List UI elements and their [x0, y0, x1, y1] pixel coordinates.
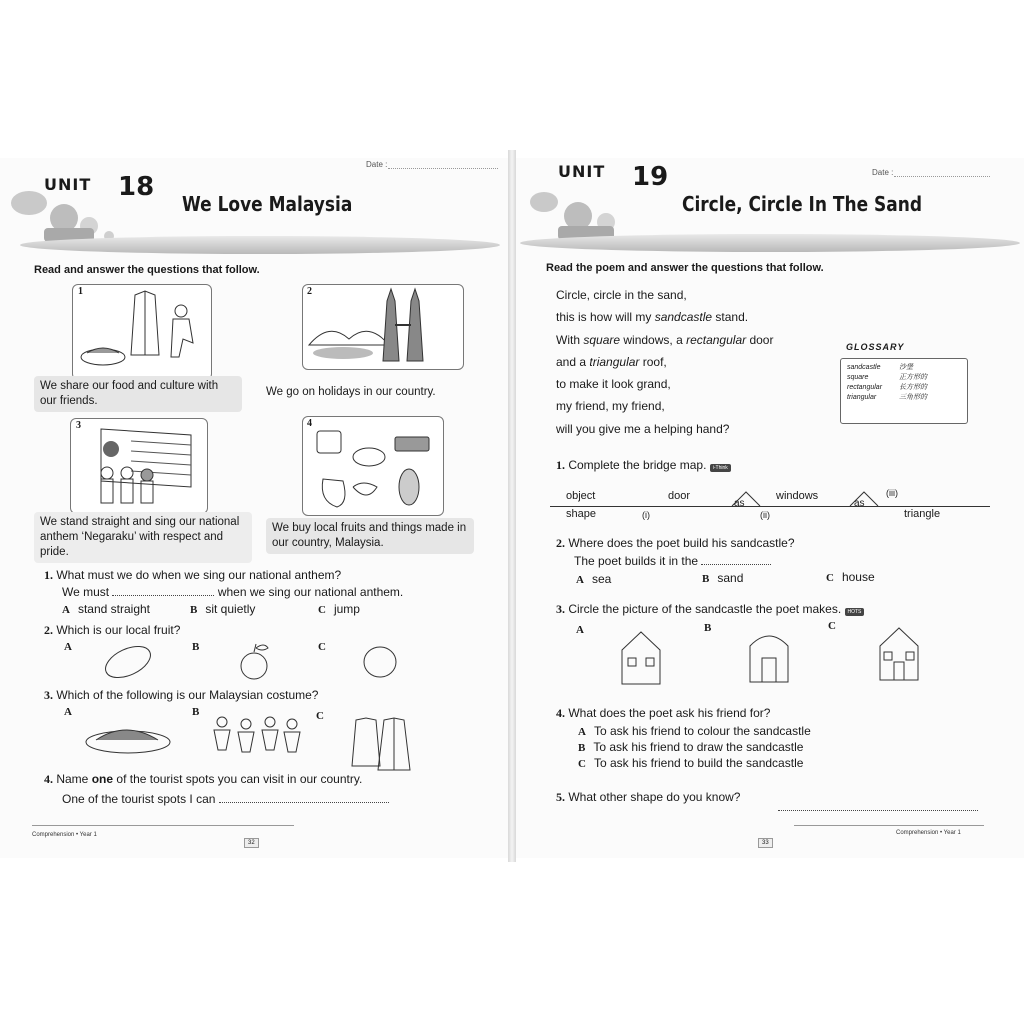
- poem-keyword: square: [583, 332, 621, 347]
- glossary-row: [847, 373, 961, 383]
- option-letter: C: [826, 572, 834, 584]
- question-3-option-a[interactable]: A: [576, 624, 584, 636]
- date-label: Date :: [366, 160, 388, 169]
- poem-text: this is how will my: [556, 310, 655, 325]
- left-page: [0, 158, 508, 858]
- question-4: [556, 706, 770, 721]
- question-1-line-end: when we sing our national anthem.: [217, 585, 404, 599]
- bridge-map: [550, 488, 980, 528]
- question-4-answer-blank[interactable]: [219, 802, 389, 803]
- bridge-top-2: door: [668, 490, 691, 502]
- caption-3: We stand straight and sing our national anthem ‘Negaraku’ with respect and pride.: [34, 512, 252, 563]
- option-text: house: [841, 570, 875, 584]
- bridge-blank-i[interactable]: (i): [642, 510, 650, 520]
- option-letter: B: [190, 604, 198, 616]
- question-3-text: Which of the following is our Malaysian costume?: [56, 688, 319, 702]
- picture-box-3: [70, 418, 208, 514]
- question-4-number: 4.: [556, 706, 565, 720]
- unit-label: UNIT: [558, 162, 606, 181]
- date-label: Date :: [872, 168, 894, 177]
- option-text: sea: [591, 572, 612, 586]
- question-4-option-a[interactable]: [578, 724, 811, 738]
- question-3-number: 3.: [44, 688, 53, 702]
- question-1-option-b[interactable]: [190, 602, 255, 616]
- question-2-text: Which is our local fruit?: [56, 623, 181, 637]
- question-2-option-b[interactable]: B: [192, 641, 200, 653]
- poem-line-3: [556, 329, 773, 351]
- twin-towers-illustration: [303, 285, 463, 369]
- food-culture-illustration: [73, 285, 211, 379]
- option-text: To ask his friend to build the sandcastle: [593, 756, 804, 770]
- box-number-3: 3: [76, 420, 81, 431]
- question-4-emphasis: one: [91, 772, 114, 786]
- glossary-translation: 三角形的: [899, 394, 927, 401]
- option-text: sand: [717, 571, 744, 585]
- question-5-text: What other shape do you know?: [568, 790, 741, 804]
- glossary-term: rectangular: [847, 384, 883, 391]
- glossary-translation: 正方形的: [899, 374, 927, 381]
- header-swoosh: [20, 236, 500, 254]
- caption-2: We go on holidays in our country.: [266, 386, 436, 398]
- poem-text: roof,: [639, 354, 667, 369]
- question-1-answer-blank[interactable]: [112, 595, 214, 596]
- glossary-term: triangular: [847, 394, 877, 401]
- hots-badge: HOTS: [845, 608, 865, 616]
- date-field[interactable]: [388, 168, 498, 169]
- question-2-option-a[interactable]: [576, 572, 611, 586]
- footer-text: Comprehension • Year 1: [32, 832, 97, 838]
- box-number-2: 2: [307, 286, 312, 297]
- page-number: 32: [244, 838, 259, 848]
- question-1-number: 1.: [556, 458, 565, 472]
- poem-text: stand.: [712, 310, 749, 325]
- apple-picture[interactable]: [236, 640, 276, 684]
- question-4-option-c[interactable]: [578, 756, 803, 770]
- i-think-badge: i-Think: [710, 464, 731, 472]
- question-2-option-c[interactable]: [826, 570, 875, 584]
- question-1: [44, 568, 341, 583]
- question-2-option-b[interactable]: [702, 571, 743, 585]
- flag-anthem-illustration: [71, 419, 207, 513]
- unit-number: 19: [632, 162, 669, 192]
- poem: [556, 284, 773, 440]
- glossary-box: [840, 358, 968, 424]
- picture-box-1: [72, 284, 212, 380]
- date-field[interactable]: [894, 176, 990, 177]
- option-text: To ask his friend to draw the sandcastle: [593, 740, 804, 754]
- option-letter: A: [62, 604, 70, 616]
- question-3: [44, 688, 318, 703]
- question-3-text: Circle the picture of the sandcastle the poet makes.: [568, 602, 842, 616]
- question-2-number: 2.: [44, 623, 53, 637]
- question-3-option-c[interactable]: C: [828, 620, 836, 632]
- question-2-text: Where does the poet build his sandcastle?: [568, 536, 795, 550]
- page-number: 33: [758, 838, 773, 848]
- poem-line-2: [556, 306, 773, 328]
- bridge-blank-ii[interactable]: (ii): [760, 510, 770, 520]
- malaysian-costume-picture[interactable]: [350, 716, 416, 776]
- unit-number: 18: [118, 172, 155, 202]
- question-1-number: 1.: [44, 568, 53, 582]
- option-letter: B: [578, 742, 586, 754]
- poem-text: door: [746, 332, 774, 347]
- question-1-text: Complete the bridge map.: [568, 458, 707, 472]
- box-number-1: 1: [78, 286, 83, 297]
- option-letter: C: [578, 758, 586, 770]
- question-1-option-c[interactable]: [318, 602, 360, 616]
- bridge-arches: [550, 488, 990, 508]
- question-4-number: 4.: [44, 772, 53, 786]
- footer-rule: [32, 825, 294, 826]
- header-swoosh: [520, 234, 1020, 252]
- option-text: jump: [333, 602, 360, 616]
- glossary-title: GLOSSARY: [846, 342, 905, 352]
- question-3-number: 3.: [556, 602, 565, 616]
- bridge-as-1: as: [734, 498, 745, 509]
- question-4-answer-line: [62, 792, 389, 806]
- right-page: [516, 158, 1024, 858]
- question-4-answer-prefix: One of the tourist spots I can: [62, 792, 216, 806]
- orange-picture[interactable]: [360, 642, 400, 682]
- traditional-dance-picture[interactable]: [208, 710, 304, 760]
- poem-keyword: sandcastle: [654, 310, 713, 325]
- caption-1: We share our food and culture with our friends.: [34, 376, 242, 412]
- question-3-option-c[interactable]: C: [316, 710, 324, 722]
- option-letter: A: [576, 574, 584, 586]
- option-letter: C: [318, 604, 326, 616]
- bridge-as-2: as: [854, 498, 865, 509]
- glossary-row: [847, 383, 961, 393]
- poem-line-7: will you give me a helping hand?: [556, 421, 730, 436]
- option-text: To ask his friend to colour the sandcastle: [593, 724, 811, 738]
- page-title: We Love Malaysia: [182, 192, 353, 216]
- glossary-term: sandcastle: [847, 364, 881, 371]
- question-3-option-b[interactable]: B: [704, 622, 712, 634]
- sandcastle-c-picture[interactable]: [874, 624, 924, 686]
- instruction: Read and answer the questions that follow.: [34, 264, 260, 276]
- bridge-bottom-4: triangle: [904, 508, 941, 520]
- question-3-option-a[interactable]: A: [64, 706, 72, 718]
- picture-box-4: [302, 416, 444, 516]
- bridge-bottom-1: shape: [566, 508, 596, 520]
- question-1-option-a[interactable]: [62, 602, 150, 616]
- question-4-option-b[interactable]: [578, 740, 803, 754]
- question-1: [556, 458, 731, 473]
- question-2: [556, 536, 795, 551]
- poem-line-6: my friend, my friend,: [556, 399, 665, 414]
- papaya-picture[interactable]: [100, 640, 160, 684]
- poem-text: windows, a: [620, 332, 687, 347]
- footer-rule: [794, 825, 984, 826]
- picture-box-2: [302, 284, 464, 370]
- sandcastle-a-picture[interactable]: [616, 628, 666, 688]
- question-1-line: [62, 585, 403, 599]
- footer-text: Comprehension • Year 1: [896, 830, 961, 836]
- caption-4: We buy local fruits and things made in our country, Malaysia.: [266, 518, 474, 554]
- poem-text: With: [556, 332, 584, 347]
- question-2-answer-blank[interactable]: [701, 564, 771, 565]
- question-5-number: 5.: [556, 790, 565, 804]
- question-1-text: What must we do when we sing our national anthem?: [56, 568, 342, 582]
- poem-keyword: triangular: [589, 354, 640, 369]
- sandcastle-b-picture[interactable]: [744, 626, 794, 688]
- question-4: [44, 772, 362, 787]
- question-5-answer-blank[interactable]: [778, 810, 978, 811]
- glossary-translation: 长方形的: [899, 384, 927, 391]
- question-2-line: [574, 554, 771, 568]
- glossary-row: [847, 363, 961, 373]
- option-text: sit quietly: [205, 602, 256, 616]
- box-number-4: 4: [307, 418, 312, 429]
- question-2-line-text: The poet builds it in the: [574, 554, 699, 568]
- glossary-term: square: [847, 374, 869, 381]
- page-title: Circle, Circle In The Sand: [682, 192, 923, 216]
- instruction: Read the poem and answer the questions that follow.: [546, 262, 824, 274]
- bridge-top-1: object: [566, 490, 596, 502]
- question-4-text-end: of the tourist spots you can visit in our country.: [116, 772, 363, 786]
- option-letter: A: [578, 726, 586, 738]
- nasi-lemak-picture[interactable]: [82, 714, 174, 756]
- poem-keyword: rectangular: [686, 332, 747, 347]
- bridge-blank-iii[interactable]: (iii): [886, 488, 898, 498]
- question-5: [556, 790, 740, 805]
- glossary-row: [847, 393, 961, 403]
- question-2: [44, 623, 180, 638]
- local-products-illustration: [303, 417, 443, 515]
- unit-label: UNIT: [44, 175, 92, 194]
- glossary-translation: 沙堡: [899, 364, 913, 371]
- option-text: stand straight: [77, 602, 150, 616]
- bridge-top-3: windows: [776, 490, 819, 502]
- question-3: [556, 602, 864, 617]
- option-letter: B: [702, 573, 710, 585]
- question-4-text: What does the poet ask his friend for?: [568, 706, 771, 720]
- poem-text: and a: [556, 354, 590, 369]
- book-spine: [508, 150, 516, 862]
- question-4-text-start: Name: [56, 772, 89, 786]
- poem-line-5: to make it look grand,: [556, 377, 671, 392]
- question-1-line-start: We must: [62, 585, 110, 599]
- question-2-number: 2.: [556, 536, 565, 550]
- question-3-option-b[interactable]: B: [192, 706, 200, 718]
- question-2-option-c[interactable]: C: [318, 641, 326, 653]
- question-2-option-a[interactable]: A: [64, 641, 72, 653]
- poem-line-4: [556, 351, 773, 373]
- poem-line-1: Circle, circle in the sand,: [556, 288, 687, 302]
